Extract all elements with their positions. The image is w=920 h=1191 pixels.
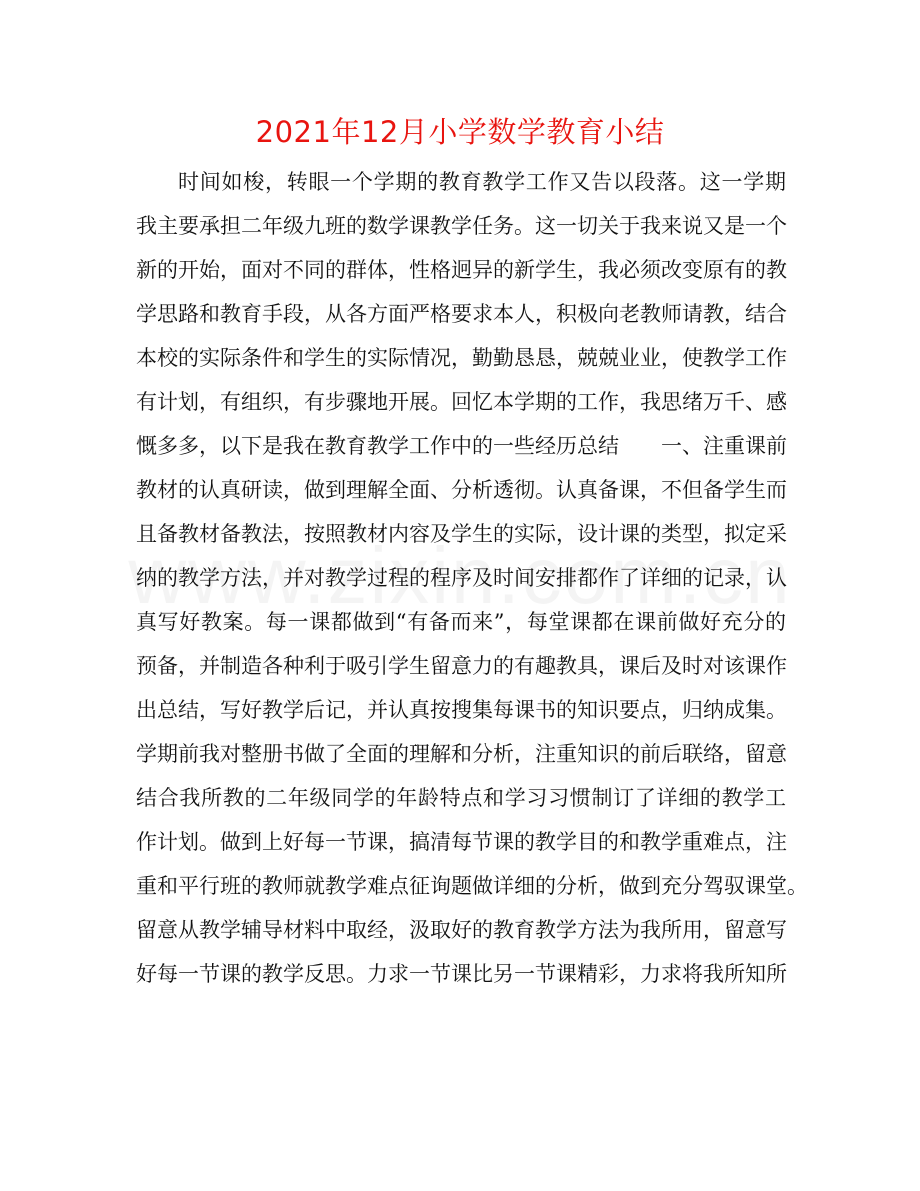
paragraph-line: 学期前我对整册书做了全面的理解和分析，注重知识的前后联络，留意	[136, 742, 787, 766]
paragraph-line: 结合我所教的二年级同学的年龄特点和学习习惯制订了详细的教学工	[136, 786, 786, 810]
paragraph-line: 作计划。做到上好每一节课，搞清每节课的教学目的和教学重难点，注	[136, 830, 787, 854]
paragraph-line: 预备，并制造各种利于吸引学生留意力的有趣教具，课后及时对该课作	[136, 654, 787, 678]
paragraph-line: 好每一节课的教学反思。力求一节课比另一节课精彩，力求将我所知所	[136, 962, 787, 986]
paragraph-line: 教材的认真研读，做到理解全面、分析透彻。认真备课，不但备学生而	[136, 478, 787, 502]
paragraph-line: 真写好教案。每一课都做到“有备而来”，每堂课都在课前做好充分的	[136, 610, 786, 634]
paragraph-line: 时间如梭，转眼一个学期的教育教学工作又告以段落。这一学期	[178, 170, 786, 194]
paragraph-line: 有计划，有组织，有步骤地开展。回忆本学期的工作，我思绪万千、感	[136, 390, 787, 414]
paragraph-line: 我主要承担二年级九班的数学课教学任务。这一切关于我来说又是一个	[136, 214, 787, 238]
paragraph-line: 出总结，写好教学后记，并认真按搜集每课书的知识要点，归纳成集。	[136, 698, 787, 722]
paragraph-line: 慨多多，以下是我在教育教学工作中的一些经历总结 一、注重课前	[136, 434, 787, 458]
document-title: 2021年12月小学数学教育小结	[255, 115, 665, 149]
paragraph-line: 且备教材备教法，按照教材内容及学生的实际，设计课的类型，拟定采	[136, 522, 787, 546]
paragraph-line: 留意从教学辅导材料中取经，汲取好的教育教学方法为我所用，留意写	[136, 918, 787, 942]
document-body	[136, 160, 808, 996]
paragraph-line: 新的开始，面对不同的群体，性格迥异的新学生，我必须改变原有的教	[136, 258, 787, 282]
paragraph-line: 本校的实际条件和学生的实际情况，勤勤恳恳，兢兢业业，使教学工作	[136, 346, 787, 370]
paragraph-line: 学思路和教育手段，从各方面严格要求本人，积极向老教师请教，结合	[136, 302, 787, 326]
paragraph-line: 重和平行班的教师就教学难点征询题做详细的分析，做到充分驾驭课堂。	[136, 874, 808, 898]
paragraph-line: 纳的教学方法，并对教学过程的程序及时间安排都作了详细的记录，认	[136, 566, 787, 590]
